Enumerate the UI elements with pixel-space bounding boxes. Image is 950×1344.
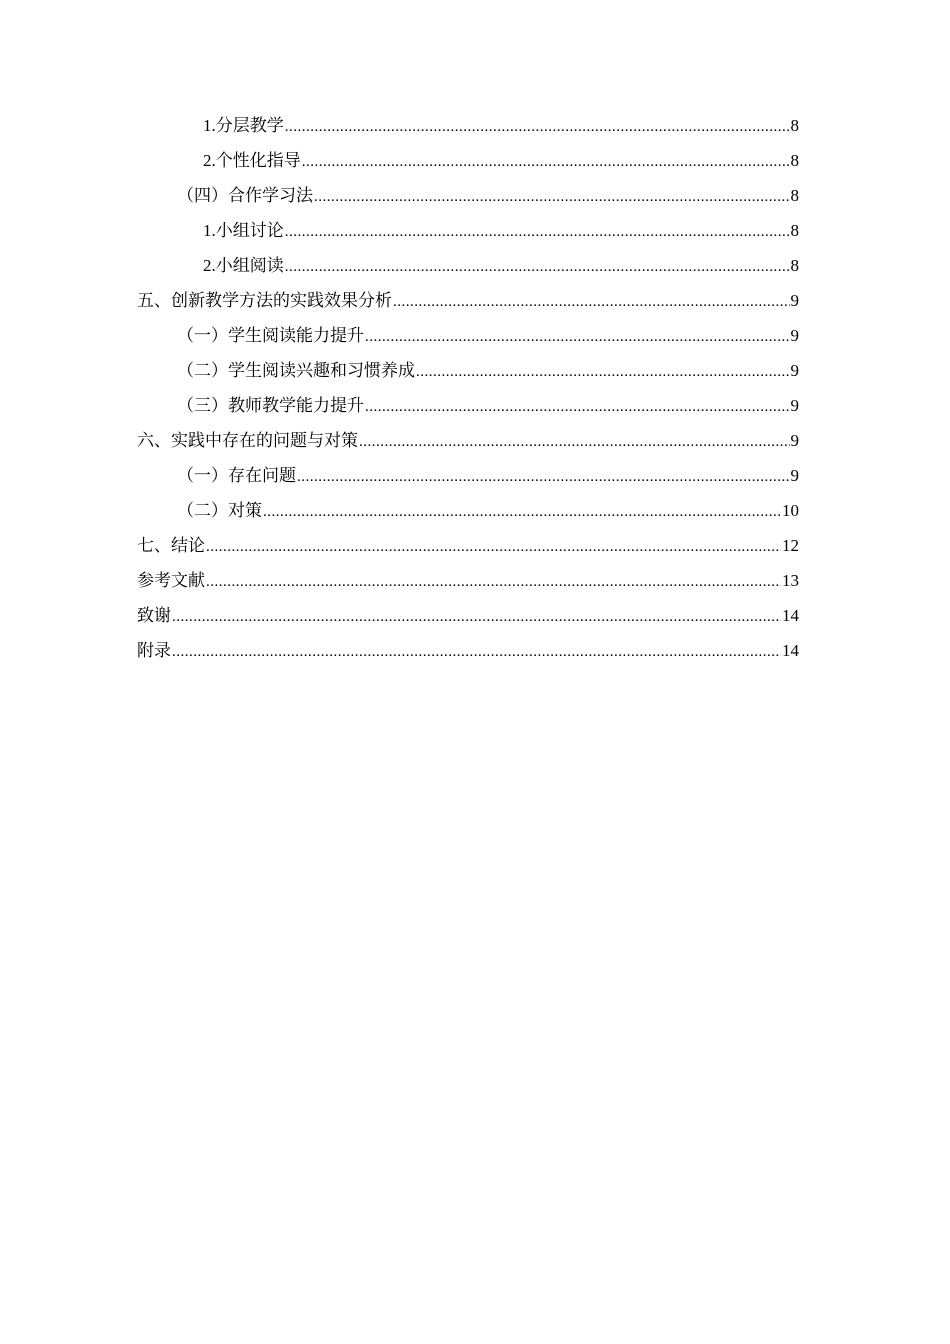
toc-entry[interactable] bbox=[137, 493, 799, 528]
toc-entry-title: 2.个性化指导 bbox=[203, 151, 301, 170]
toc-dot-leader bbox=[263, 495, 781, 530]
toc-entry[interactable] bbox=[137, 353, 799, 388]
toc-entry-title: 附录 bbox=[137, 641, 171, 661]
toc-entry-page: 9 bbox=[790, 396, 799, 415]
toc-entry-page: 9 bbox=[790, 361, 799, 380]
toc-entry[interactable] bbox=[137, 633, 799, 668]
toc-dot-leader bbox=[285, 215, 790, 250]
toc-entry[interactable] bbox=[137, 598, 799, 633]
toc-entry-title: （二）学生阅读兴趣和习惯养成 bbox=[177, 361, 415, 380]
toc-entry-page: 8 bbox=[790, 256, 799, 275]
toc-entry-title: 五、创新教学方法的实践效果分析 bbox=[137, 291, 392, 311]
toc-entry-page: 9 bbox=[790, 291, 799, 310]
toc-entry[interactable] bbox=[137, 283, 799, 318]
toc-dot-leader bbox=[206, 530, 781, 565]
toc-dot-leader bbox=[285, 250, 790, 285]
toc-entry-title: 七、结论 bbox=[137, 536, 205, 556]
toc-entry-title: 六、实践中存在的问题与对策 bbox=[137, 431, 358, 451]
toc-entry-page: 12 bbox=[782, 536, 799, 555]
toc-entry[interactable] bbox=[137, 318, 799, 353]
table-of-contents bbox=[137, 108, 799, 668]
toc-dot-leader bbox=[172, 635, 781, 670]
toc-dot-leader bbox=[297, 460, 790, 495]
toc-entry-title: （四）合作学习法 bbox=[177, 186, 313, 205]
toc-entry[interactable] bbox=[137, 528, 799, 563]
toc-entry-page: 14 bbox=[782, 641, 799, 660]
toc-entry-title: 参考文献 bbox=[137, 571, 205, 591]
toc-dot-leader bbox=[416, 355, 790, 390]
toc-entry-page: 9 bbox=[790, 466, 799, 485]
toc-entry-title: 1.小组讨论 bbox=[203, 221, 284, 240]
toc-entry-page: 14 bbox=[782, 606, 799, 625]
toc-entry-title: 2.小组阅读 bbox=[203, 256, 284, 275]
toc-entry-page: 8 bbox=[790, 116, 799, 135]
toc-entry-title: 1.分层教学 bbox=[203, 116, 284, 135]
toc-entry-title: （二）对策 bbox=[177, 501, 262, 520]
toc-entry[interactable] bbox=[137, 178, 799, 213]
toc-entry[interactable] bbox=[137, 458, 799, 493]
toc-entry-title: （一）存在问题 bbox=[177, 466, 296, 485]
toc-entry[interactable] bbox=[137, 248, 799, 283]
toc-entry-page: 10 bbox=[782, 501, 799, 520]
toc-entry-page: 9 bbox=[790, 431, 799, 450]
toc-entry-page: 9 bbox=[790, 326, 799, 345]
toc-dot-leader bbox=[302, 145, 790, 180]
toc-entry-page: 8 bbox=[790, 151, 799, 170]
toc-dot-leader bbox=[172, 600, 781, 635]
toc-dot-leader bbox=[285, 110, 790, 145]
toc-dot-leader bbox=[393, 285, 790, 320]
toc-entry[interactable] bbox=[137, 108, 799, 143]
toc-entry[interactable] bbox=[137, 388, 799, 423]
toc-dot-leader bbox=[365, 390, 790, 425]
toc-entry[interactable] bbox=[137, 563, 799, 598]
toc-entry[interactable] bbox=[137, 213, 799, 248]
toc-entry[interactable] bbox=[137, 423, 799, 458]
toc-entry-title: （三）教师教学能力提升 bbox=[177, 396, 364, 415]
toc-dot-leader bbox=[314, 180, 790, 215]
toc-dot-leader bbox=[206, 565, 781, 600]
toc-entry-title: 致谢 bbox=[137, 606, 171, 626]
toc-entry-page: 8 bbox=[790, 186, 799, 205]
toc-dot-leader bbox=[359, 425, 790, 460]
toc-dot-leader bbox=[365, 320, 790, 355]
toc-entry-page: 13 bbox=[782, 571, 799, 590]
toc-entry-page: 8 bbox=[790, 221, 799, 240]
toc-entry-title: （一）学生阅读能力提升 bbox=[177, 326, 364, 345]
toc-entry[interactable] bbox=[137, 143, 799, 178]
